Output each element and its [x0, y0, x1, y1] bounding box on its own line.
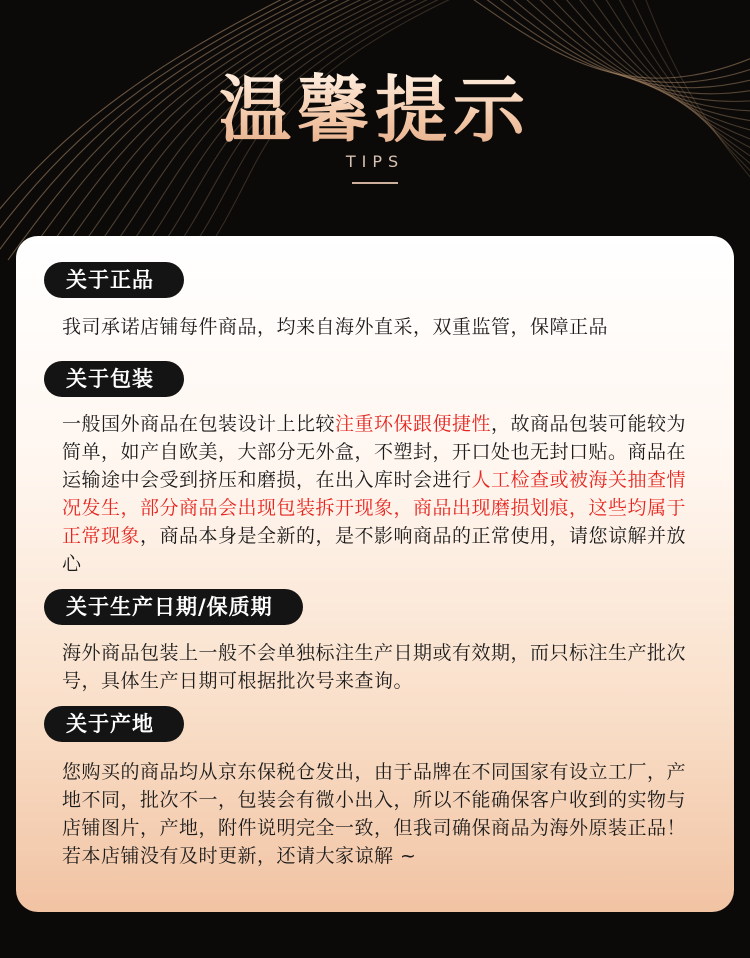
page-title: 温馨提示 [0, 68, 750, 152]
section-body-production-date [62, 639, 702, 695]
page-subtitle: TIPS [345, 152, 405, 171]
body-text: ，商品本身是全新的，是不影响商品的正常使用，请您谅解并放心 [62, 525, 687, 575]
section-body-authentic [62, 313, 702, 341]
section-body-origin [62, 758, 702, 870]
highlighted-text: 人工检查或被海关抽查情况发生，部分商品会出现包装拆开现象，商品出现磨损划痕，这些均属于正常现象 [62, 469, 687, 547]
section-body-packaging [62, 410, 702, 578]
section-header-origin: 关于产地 [44, 706, 184, 742]
body-text: 您购买的商品均从京东保税仓发出，由于品牌在不同国家有设立工厂，产地不同，批次不一，包装会有微小出入，所以不能确保客户收到的实物与店铺图片，产地，附件说明完全一致，但我司确保商品为海外原装正品！若本店铺没有及时更新，还请大家谅解 ~ [62, 761, 687, 867]
section-header-authentic: 关于正品 [44, 262, 184, 298]
section-header-production-date: 关于生产日期/保质期 [44, 589, 303, 625]
header [0, 0, 750, 230]
body-text: 海外商品包装上一般不会单独标注生产日期或有效期，而只标注生产批次号，具体生产日期可根据批次号来查询。 [62, 642, 687, 692]
body-text: ，故商品包装可能较为简单，如产自欧美，大部分无外盒，不塑封，开口处也无封口贴。商品在运输途中会受到挤压和磨损，在出入库时会进行 [62, 413, 687, 491]
section-header-packaging: 关于包装 [44, 361, 184, 397]
subtitle-underline [352, 182, 398, 184]
body-text: 一般国外商品在包装设计上比较 [62, 413, 336, 435]
body-text: 我司承诺店铺每件商品，均来自海外直采，双重监管，保障正品 [62, 316, 609, 338]
highlighted-text: 注重环保跟便捷性 [335, 413, 492, 435]
